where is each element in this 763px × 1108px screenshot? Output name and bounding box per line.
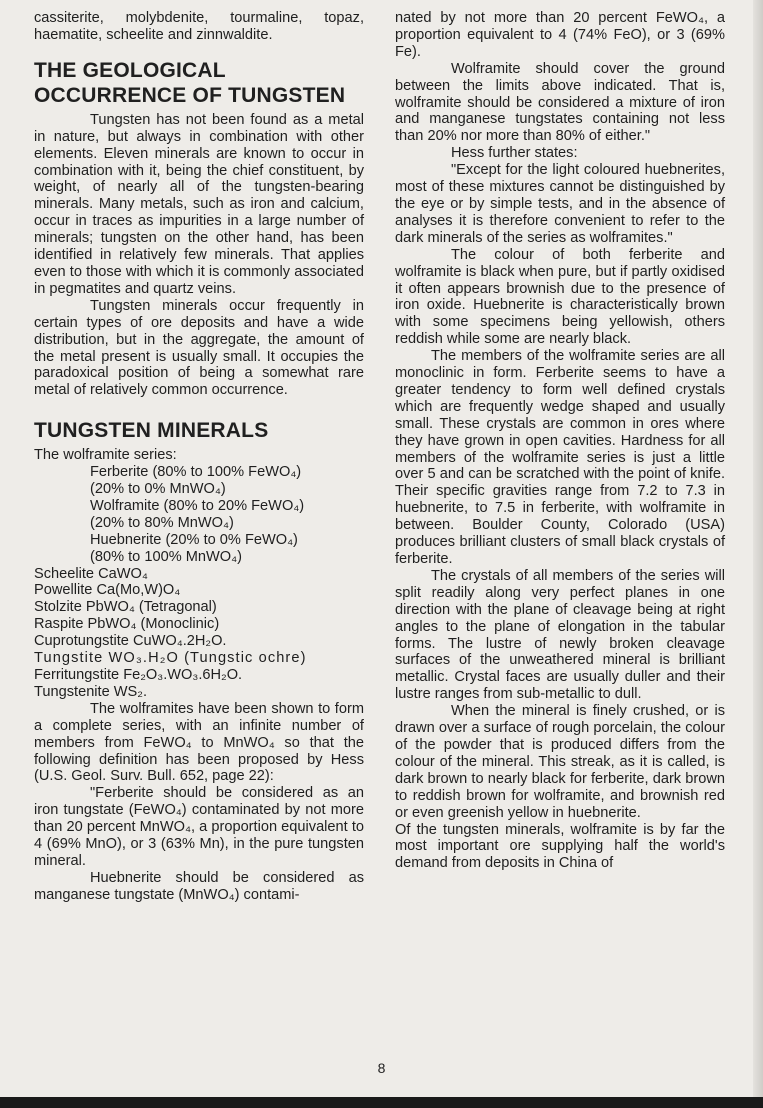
series-item: (20% to 0% MnWO₄) [90, 481, 226, 498]
mineral-item: Tungstite WO₃.H₂O (Tungstic ochre) [34, 650, 307, 667]
series-intro: The wolframite series: [34, 447, 177, 464]
series-item: Wolframite (80% to 20% FeWO₄) [90, 497, 305, 514]
mineral-item: Cuprotungstite CuWO₄.2H₂O. [34, 633, 227, 650]
intro-text: cassiterite, molybdenite, tourmaline, topaz, haematite, scheelite and zinnwaldite. [34, 10, 364, 43]
paragraph: The members of the wolframite series are all monoclinic in form. Ferberite seems to have a greater tendency to form well defined crystals which are frequently wedge shaped and usually small. These crystals are common in ores where they have grown in open cavities. Hardness for all members of the wolframite series is just a little over 5 and can be scratched with the point of knife. Their specific gravities range from 7.2 to 7.3 in huebnerite, to 7.5 in ferberite, with wolframite in between. Boulder County, Colorado (USA) produces brilliant clusters of small black crystals of ferberite. [395, 348, 725, 567]
quote-continuation: nated by not more than 20 percent FeWO₄, a proportion equivalent to 4 (74% FeO), or 3 (69% Fe). [395, 10, 725, 60]
mineral-item: Powellite Ca(Mo,W)O₄ [34, 582, 181, 599]
right-column [395, 10, 725, 872]
mineral-item: Stolzite PbWO₄ (Tetragonal) [34, 599, 217, 616]
series-item: Ferberite (80% to 100% FeWO₄) [90, 464, 302, 481]
paragraph: Tungsten has not been found as a metal in nature, but always in combination with other elements. Eleven minerals are known to occur in combination with it, being the chief constituent, by weight, of nearly all of the tungsten-bearing minerals. Many metals, such as iron and calcium, occur in traces as impurities in a large number of minerals; tungsten on the other hand, has been identified in relatively few minerals. That applies even to those with which it is commonly associated in pegmatites and quartz veins. [34, 111, 364, 297]
mineral-item: Tungstenite WS₂. [34, 683, 148, 700]
paragraph: Of the tungsten minerals, wolframite is by far the most important ore supplying half the world's demand from deposits in China of [395, 821, 725, 872]
page-edge-shadow [753, 0, 763, 1108]
heading-geological-occurrence: THE GEOLOGICAL OCCURRENCE OF TUNGSTEN [34, 58, 346, 107]
quote-paragraph: Wolframite should cover the ground between the limits above indicated. That is, wolframite should be considered a mixture of iron and manganese tungstates containing not less than 20% nor more than 80% of either." [395, 60, 725, 145]
scan-bottom-border [0, 1097, 763, 1108]
paragraph: Tungsten minerals occur frequently in certain types of ore deposits and have a wide distribution, but in the aggregate, the amount of the metal present is usually small. It occupies the paradoxical position of being a somewhat rare metal of relatively common occurrence. [34, 297, 364, 399]
heading-tungsten-minerals: TUNGSTEN MINERALS [34, 419, 269, 443]
series-item: (80% to 100% MnWO₄) [90, 548, 242, 565]
series-item: (20% to 80% MnWO₄) [90, 514, 234, 531]
mineral-item: Raspite PbWO₄ (Monoclinic) [34, 616, 220, 633]
paragraph: Hess further states: [451, 145, 578, 162]
quote-paragraph: "Ferberite should be considered as an iron tungstate (FeWO₄) contaminated by not more than 20 percent MnWO₄, a proportion equivalent to 4 (69% MnO), or 3 (63% Mn), in the pure tungsten mineral. [34, 785, 364, 869]
quote-paragraph: "Except for the light coloured huebnerites, most of these mixtures cannot be distinguished by the eye or by simple tests, and in the absence of analyses it is therefore convenient to refer to the dark minerals of the series as wolframites." [395, 162, 725, 246]
mineral-item: Scheelite CaWO₄ [34, 565, 148, 582]
paragraph: The crystals of all members of the series will split readily along very perfect planes in one direction with the plane of cleavage being at right angles to the plane of elongation in the tabular forms. The lustre of newly broken cleavage surfaces of the unweathered mineral is brilliant metallic. Crystal faces are usually duller and their lustre ranges from sub-metallic to dull. [395, 567, 725, 703]
series-item: Huebnerite (20% to 0% FeWO₄) [90, 531, 298, 548]
paragraph: The colour of both ferberite and wolframite is black when pure, but if partly oxidised it often appears brownish due to the presence of iron oxide. Huebnerite is characteristically brown with some specimens being yellowish, others reddish while some are nearly black. [395, 246, 725, 348]
quote-paragraph: Huebnerite should be considered as manganese tungstate (MnWO₄) contami- [34, 869, 364, 903]
mineral-item: Ferritungstite Fe₂O₃.WO₃.6H₂O. [34, 667, 243, 683]
page-number: 8 [377, 1060, 386, 1076]
left-column [34, 10, 364, 904]
paragraph: When the mineral is finely crushed, or is drawn over a surface of rough porcelain, the colour of the powder that is produced differs from the colour of the mineral. This streak, as it is called, is dark brown to nearly black for ferberite, dark brown to reddish brown for wolframite, and brownish red or even greenish yellow in huebnerite. [395, 703, 725, 821]
paragraph: The wolframites have been shown to form a complete series, with an infinite number of members from FeWO₄ to MnWO₄ so that the following definition has been proposed by Hess (U.S. Geol. Surv. Bull. 652, page 22): [34, 700, 364, 785]
